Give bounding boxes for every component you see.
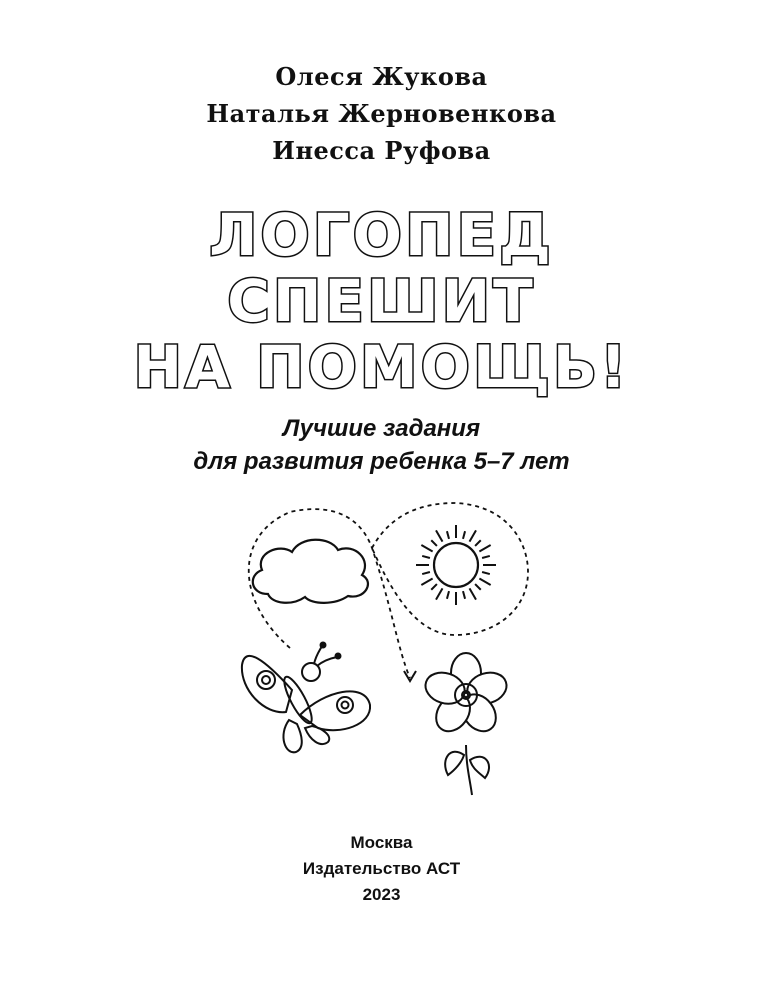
sun-ray xyxy=(475,584,481,590)
sun-ray xyxy=(436,530,443,541)
sun xyxy=(416,525,496,605)
sun-ray xyxy=(421,579,432,586)
sun-ray xyxy=(479,545,490,552)
imprint-city: Москва xyxy=(350,833,413,852)
subtitle-line: для развития ребенка 5–7 лет xyxy=(193,448,570,475)
imprint xyxy=(0,830,763,908)
sun-ray xyxy=(431,540,437,546)
imprint-publisher: Издательство АСТ xyxy=(302,859,461,878)
sun-ray xyxy=(479,579,490,586)
sun-ray xyxy=(463,591,465,599)
sun-ray xyxy=(447,531,449,539)
sun-ray xyxy=(475,540,481,546)
cloud xyxy=(253,540,368,603)
sun-ray xyxy=(482,572,490,574)
sun-ray xyxy=(431,584,437,590)
subtitle-line: Лучшие задания xyxy=(282,415,481,442)
author-name: Олеся Жукова xyxy=(275,62,488,91)
arrow-head-icon xyxy=(404,671,416,681)
title-line: ЛОГОПЕД xyxy=(209,201,554,269)
sun-ray xyxy=(470,588,477,599)
sun-ray xyxy=(447,591,449,599)
sun-ray xyxy=(422,572,430,574)
sun-ray xyxy=(470,530,477,541)
sun-ray xyxy=(482,556,490,558)
flower xyxy=(421,653,510,795)
book-subtitle xyxy=(0,412,763,478)
sun-ray xyxy=(436,588,443,599)
butterfly xyxy=(242,643,370,753)
dashed-path xyxy=(249,503,528,678)
title-line: СПЕШИТ xyxy=(227,267,536,335)
sun-ray xyxy=(422,556,430,558)
author-name: Наталья Жерновенкова xyxy=(206,99,557,128)
sun-ray xyxy=(463,531,465,539)
book-title xyxy=(0,202,763,400)
sun-ray xyxy=(421,545,432,552)
illustration xyxy=(0,490,763,810)
title-line: НА ПОМОЩЬ! xyxy=(133,333,630,401)
authors-block xyxy=(0,58,763,169)
author-name: Инесса Руфова xyxy=(272,136,491,165)
imprint-year: 2023 xyxy=(362,885,401,904)
